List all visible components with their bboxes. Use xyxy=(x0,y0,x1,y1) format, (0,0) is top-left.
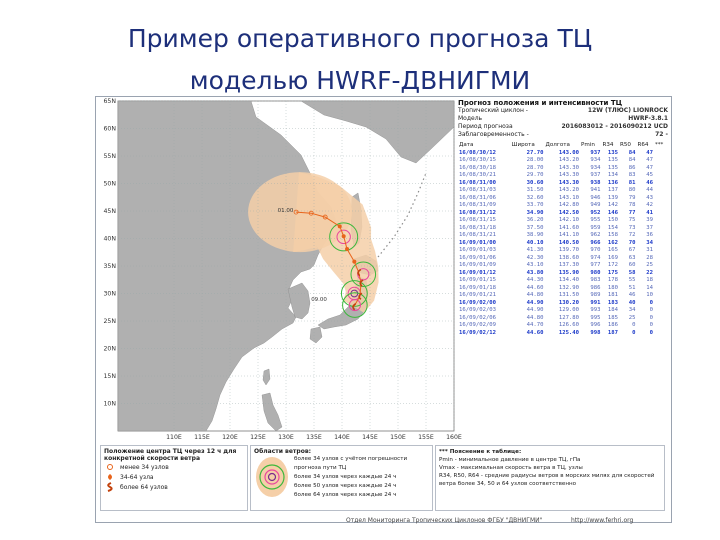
table-cell: 40 xyxy=(628,299,636,306)
table-cell: 169 xyxy=(607,254,618,261)
legend-wind-item: более 50 узлов через каждые 24 ч xyxy=(294,483,397,489)
x-tick-label: 130E xyxy=(278,434,294,441)
column-header: R34 xyxy=(602,142,614,148)
table-cell: 25 xyxy=(628,314,636,321)
table-cell: 44.80 xyxy=(526,314,544,321)
table-cell: 16/08/30/21 xyxy=(459,172,497,178)
meta-row xyxy=(458,115,668,123)
table-cell: 185 xyxy=(607,314,618,321)
legend-wind-item: более 34 узлов с учётом погрешности прогноза пути ТЦ xyxy=(294,456,408,471)
meta-value: 2016083012 - 2016090212 UCD xyxy=(561,123,668,130)
table-cell: 31 xyxy=(646,247,653,253)
table-cell: 28.00 xyxy=(526,157,544,163)
x-tick-label: 140E xyxy=(334,434,350,441)
table-cell: 143.20 xyxy=(558,157,580,163)
column-header: Pmin xyxy=(581,142,595,148)
table-cell: 16/08/31/00 xyxy=(459,179,497,186)
y-tick-label: 25N xyxy=(103,318,116,325)
table-cell: 143.30 xyxy=(558,179,580,186)
table-cell: 986 xyxy=(590,284,601,291)
legend-notes xyxy=(435,445,665,511)
footer-url[interactable]: http://www.ferhri.org xyxy=(571,517,634,524)
table-row xyxy=(458,165,668,173)
table-row xyxy=(458,315,668,323)
table-cell: 16/08/31/03 xyxy=(459,187,497,193)
table-row xyxy=(458,322,668,330)
table-cell: 937 xyxy=(590,172,601,178)
center-strong-icon xyxy=(104,483,116,491)
table-cell: 938 xyxy=(590,179,601,186)
table-cell: 137 xyxy=(607,187,618,193)
table-cell: 43 xyxy=(646,194,653,201)
table-cell: 150 xyxy=(607,217,618,223)
legend-wind-title: Области ветров: xyxy=(254,448,312,455)
y-tick-label: 40N xyxy=(103,235,116,243)
x-tick-label: 125E xyxy=(250,434,266,441)
table-cell: 72 xyxy=(628,232,636,238)
table-cell: 187 xyxy=(607,329,618,336)
table-cell: 16/08/31/06 xyxy=(459,194,497,201)
table-cell: 16/08/31/15 xyxy=(459,217,497,223)
forecast-map xyxy=(96,97,462,441)
meta-value: 72 - xyxy=(655,131,668,138)
table-cell: 36 xyxy=(646,232,653,238)
legend xyxy=(100,445,666,517)
table-cell: 43.80 xyxy=(526,269,544,276)
meta-value: HWRF-3.8.1 xyxy=(628,115,668,122)
legend-note: R34, R50, R64 - средние радиусы ветров в морских милях для скоростей ветра более 34, 50 и 64 узлов соответственно xyxy=(439,473,655,487)
table-cell: 16/09/02/06 xyxy=(459,314,497,321)
table-cell: 135 xyxy=(607,149,618,156)
legend-notes-title: *** Пояснение к таблице: xyxy=(439,449,522,455)
table-cell: 135 xyxy=(607,164,618,171)
table-cell: 75 xyxy=(628,217,636,223)
table-cell: 141.10 xyxy=(558,232,580,238)
table-cell: 44 xyxy=(646,187,653,193)
x-tick-label: 110E xyxy=(166,434,182,441)
table-row xyxy=(458,270,668,278)
table-cell: 135 xyxy=(607,157,618,163)
x-tick-label: 150E xyxy=(390,434,406,441)
y-tick-label: 45N xyxy=(103,208,116,215)
map-svg xyxy=(96,97,462,441)
table-cell: 37 xyxy=(646,224,653,231)
track-marker-medium xyxy=(342,234,346,238)
meta-label: Тропический циклон - xyxy=(458,107,528,114)
table-cell: 983 xyxy=(590,277,601,283)
meta-row xyxy=(458,123,668,131)
table-cell: 27.70 xyxy=(526,149,544,156)
table-cell: 30.60 xyxy=(526,179,544,186)
table-cell: 135.90 xyxy=(558,269,580,276)
table-cell: 934 xyxy=(590,157,601,163)
table-cell: 47 xyxy=(646,164,653,171)
table-cell: 77 xyxy=(628,209,636,216)
table-cell: 162 xyxy=(607,239,618,246)
table-row xyxy=(458,285,668,293)
table-cell: 158 xyxy=(607,232,618,238)
table-row xyxy=(458,172,668,180)
table-cell: 959 xyxy=(590,224,601,231)
table-cell: 83 xyxy=(628,172,636,178)
table-cell: 0 xyxy=(649,314,653,321)
legend-center-item-label: более 64 узлов xyxy=(120,483,168,491)
table-cell: 63 xyxy=(628,254,636,261)
table-cell: 996 xyxy=(590,322,601,328)
table-row xyxy=(458,232,668,240)
column-header: R64 xyxy=(637,142,649,148)
forecast-table xyxy=(458,142,668,337)
legend-center-title: Положение центра ТЦ через 12 ч для конкретной скорости ветра xyxy=(104,448,237,462)
y-tick-label: 55N xyxy=(103,153,116,160)
table-cell: 16/09/01/00 xyxy=(459,239,497,246)
table-cell: 16/08/31/09 xyxy=(459,202,497,208)
legend-note: Pmin - минимальное давление в центре ТЦ, гПа xyxy=(439,457,581,463)
table-cell: 154 xyxy=(607,224,618,231)
table-cell: 33.70 xyxy=(526,202,544,208)
table-cell: 42.30 xyxy=(526,254,544,261)
table-cell: 70 xyxy=(628,239,636,246)
x-tick-label: 160E xyxy=(446,434,462,441)
table-cell: 0 xyxy=(649,299,653,306)
table-cell: 970 xyxy=(590,247,601,253)
table-cell: 142.80 xyxy=(558,202,580,208)
table-cell: 995 xyxy=(590,314,601,321)
table-cell: 46 xyxy=(628,292,636,298)
legend-wind xyxy=(250,445,433,511)
table-cell: 45 xyxy=(646,172,653,178)
table-cell: 143.00 xyxy=(558,149,580,156)
table-cell: 79 xyxy=(628,194,636,201)
table-cell: 142 xyxy=(607,202,618,208)
wind-legend-icon xyxy=(254,455,290,499)
table-cell: 40.10 xyxy=(526,239,544,246)
legend-center-item-3 xyxy=(104,482,244,492)
table-cell: 129.00 xyxy=(558,307,580,313)
table-cell: 44.80 xyxy=(526,292,544,298)
table-row xyxy=(458,157,668,165)
table-cell: 132.90 xyxy=(558,284,580,291)
table-cell: 44.90 xyxy=(526,299,544,306)
table-cell: 34.90 xyxy=(526,209,544,216)
table-cell: 16/08/31/12 xyxy=(459,209,497,216)
table-cell: 42 xyxy=(646,202,653,208)
table-cell: 80 xyxy=(628,187,636,193)
table-cell: 39 xyxy=(646,217,653,223)
table-cell: 16/08/30/12 xyxy=(459,149,497,156)
table-cell: 962 xyxy=(590,232,601,238)
table-cell: 36.20 xyxy=(526,217,544,223)
meta-row xyxy=(458,131,668,139)
column-footnote-mark: *** xyxy=(654,142,664,148)
table-row xyxy=(458,195,668,203)
table-cell: 143.30 xyxy=(558,164,580,171)
table-cell: 16/08/30/15 xyxy=(459,157,497,163)
table-row xyxy=(458,240,668,248)
info-meta xyxy=(458,107,668,139)
y-tick-label: 20N xyxy=(103,345,116,353)
legend-center-item-2 xyxy=(104,472,244,482)
table-cell: 977 xyxy=(590,262,601,268)
table-cell: 175 xyxy=(607,269,618,276)
table-cell: 0 xyxy=(649,322,653,328)
table-cell: 84 xyxy=(628,149,636,156)
table-cell: 0 xyxy=(649,329,653,336)
table-cell: 127.80 xyxy=(558,314,580,321)
table-cell: 16/09/01/06 xyxy=(459,254,497,261)
x-tick-label: 145E xyxy=(362,434,378,441)
table-row xyxy=(458,307,668,315)
table-header-row xyxy=(458,142,668,150)
table-cell: 183 xyxy=(607,299,618,306)
legend-center xyxy=(100,445,248,511)
table-cell: 16/09/02/00 xyxy=(459,299,497,306)
meta-row xyxy=(458,107,668,115)
table-cell: 41.30 xyxy=(526,247,544,253)
table-cell: 142.10 xyxy=(558,217,580,223)
table-cell: 29.70 xyxy=(526,172,544,178)
x-tick-label: 115E xyxy=(194,434,210,441)
table-cell: 178 xyxy=(607,277,618,283)
table-cell: 937 xyxy=(590,149,601,156)
table-cell: 130.20 xyxy=(558,299,580,306)
table-cell: 47 xyxy=(646,157,653,163)
y-tick-label: 30N xyxy=(103,290,116,298)
table-cell: 43.10 xyxy=(526,262,544,268)
table-cell: 134.40 xyxy=(558,277,580,283)
table-cell: 14 xyxy=(646,284,653,291)
table-cell: 44.60 xyxy=(526,284,544,291)
table-cell: 41 xyxy=(646,209,653,216)
table-cell: 10 xyxy=(646,292,653,298)
legend-note: Vmax - максимальная скорость ветра в ТЦ, узлы xyxy=(439,465,583,471)
table-cell: 0 xyxy=(632,329,636,336)
y-tick-label: 60N xyxy=(103,125,116,133)
table-cell: 0 xyxy=(632,322,636,328)
track-marker-medium xyxy=(352,260,356,264)
table-cell: 44.30 xyxy=(526,277,544,283)
table-row xyxy=(458,217,668,225)
table-cell: 16/08/30/18 xyxy=(459,164,497,171)
table-cell: 991 xyxy=(590,299,601,306)
track-time-label: 09.00 xyxy=(311,297,327,304)
table-row xyxy=(458,180,668,188)
center-weak-icon xyxy=(104,463,116,471)
column-header: Широта xyxy=(511,142,535,148)
meta-label: Заблаговременность - xyxy=(458,131,529,138)
table-cell: 18 xyxy=(646,277,653,283)
slide-title-line2: моделью HWRF-ДВНИГМИ xyxy=(189,66,531,95)
table-cell: 16/09/01/12 xyxy=(459,269,497,276)
table-cell: 34 xyxy=(628,307,636,313)
legend-wind-item: более 34 узлов через каждые 24 ч xyxy=(294,474,397,480)
table-cell: 38.90 xyxy=(526,232,544,238)
table-cell: 980 xyxy=(590,269,601,276)
meta-value: 12W (ТЛЮС) LIONROCK xyxy=(587,107,668,114)
table-row xyxy=(458,225,668,233)
center-medium-icon xyxy=(104,473,116,481)
table-cell: 143.30 xyxy=(558,172,580,178)
table-cell: 84 xyxy=(628,157,636,163)
table-cell: 142.50 xyxy=(558,209,580,216)
y-tick-label: 10N xyxy=(103,400,116,408)
table-cell: 125.40 xyxy=(558,329,580,336)
table-cell: 44.90 xyxy=(526,307,544,313)
table-cell: 46 xyxy=(646,179,653,186)
table-cell: 16/09/01/18 xyxy=(459,284,497,291)
table-cell: 140.50 xyxy=(558,239,580,246)
forecast-panel xyxy=(95,96,672,523)
x-tick-label: 135E xyxy=(306,434,322,441)
y-tick-label: 35N xyxy=(103,263,116,270)
track-marker-medium xyxy=(345,247,349,251)
table-row xyxy=(458,247,668,255)
table-row xyxy=(458,255,668,263)
table-cell: 141.60 xyxy=(558,224,580,231)
table-cell: 949 xyxy=(590,202,601,208)
table-row xyxy=(458,202,668,210)
table-cell: 32.60 xyxy=(526,194,544,201)
table-cell: 28.70 xyxy=(526,164,544,171)
table-cell: 16/09/02/09 xyxy=(459,322,497,328)
meta-label: Модель xyxy=(458,115,483,122)
forecast-info xyxy=(458,99,668,443)
table-cell: 16/08/31/21 xyxy=(459,232,497,238)
table-cell: 44.60 xyxy=(526,329,544,336)
table-cell: 974 xyxy=(590,254,601,261)
table-row xyxy=(458,187,668,195)
legend-center-item-label: 34-64 узла xyxy=(120,473,154,481)
table-row xyxy=(458,292,668,300)
info-header: Прогноз положения и интенсивности ТЦ xyxy=(458,99,623,107)
footer-credit: Отдел Мониторинга Тропических Циклонов ФГБУ "ДВНИГМИ" xyxy=(346,517,543,524)
slide-title-line1: Пример оперативного прогноза ТЦ xyxy=(127,24,593,53)
table-cell: 186 xyxy=(607,322,618,328)
table-cell: 126.60 xyxy=(558,322,580,328)
table-cell: 139.70 xyxy=(558,247,580,253)
table-cell: 993 xyxy=(590,307,601,313)
meta-label: Период прогноза xyxy=(458,123,513,130)
column-header: Долгота xyxy=(545,142,570,148)
table-cell: 28 xyxy=(646,254,653,261)
table-cell: 184 xyxy=(607,307,618,313)
table-cell: 134 xyxy=(607,172,618,178)
table-cell: 22 xyxy=(646,269,653,276)
table-cell: 952 xyxy=(590,209,601,216)
table-cell: 34 xyxy=(646,239,653,246)
table-cell: 81 xyxy=(628,179,636,186)
table-cell: 16/09/02/12 xyxy=(459,329,497,336)
table-cell: 934 xyxy=(590,164,601,171)
table-cell: 16/09/02/03 xyxy=(459,307,497,313)
table-cell: 0 xyxy=(649,307,653,313)
legend-center-item-1 xyxy=(104,462,244,472)
table-cell: 44.70 xyxy=(526,322,544,328)
table-cell: 181 xyxy=(607,292,618,298)
table-cell: 16/09/01/03 xyxy=(459,247,497,253)
table-cell: 16/09/01/21 xyxy=(459,292,497,298)
table-cell: 139 xyxy=(607,194,618,201)
table-cell: 25 xyxy=(646,262,653,268)
table-cell: 67 xyxy=(628,247,636,253)
table-cell: 998 xyxy=(590,329,601,336)
table-row xyxy=(458,150,668,158)
y-tick-label: 65N xyxy=(103,98,116,105)
table-cell: 137.30 xyxy=(558,262,580,268)
table-cell: 55 xyxy=(628,277,636,283)
table-cell: 131.50 xyxy=(558,292,580,298)
table-row xyxy=(458,262,668,270)
table-cell: 31.50 xyxy=(526,187,544,193)
column-header: Дата xyxy=(459,142,474,148)
table-cell: 60 xyxy=(628,262,636,268)
table-cell: 136 xyxy=(607,179,618,186)
table-row xyxy=(458,277,668,285)
table-cell: 37.50 xyxy=(526,224,544,231)
table-cell: 73 xyxy=(628,224,636,231)
legend-wind-item: более 64 узлов через каждые 24 ч xyxy=(294,492,397,498)
table-cell: 180 xyxy=(607,284,618,291)
table-row xyxy=(458,330,668,338)
table-cell: 941 xyxy=(590,187,601,193)
table-cell: 146 xyxy=(607,209,618,216)
track-time-label: 01.00 xyxy=(277,208,294,215)
table-cell: 165 xyxy=(607,247,618,253)
table-cell: 989 xyxy=(590,292,601,298)
table-cell: 946 xyxy=(590,194,601,201)
table-row xyxy=(458,300,668,308)
track-marker-medium xyxy=(338,224,342,228)
x-tick-label: 120E xyxy=(222,434,238,441)
table-cell: 138.60 xyxy=(558,254,580,261)
table-cell: 16/08/31/18 xyxy=(459,224,497,231)
table-cell: 47 xyxy=(646,149,653,156)
x-tick-label: 155E xyxy=(418,434,434,441)
slide-title xyxy=(0,18,720,102)
legend-center-item-label: менее 34 узлов xyxy=(120,463,169,471)
table-cell: 143.10 xyxy=(558,194,580,201)
y-tick-label: 50N xyxy=(103,180,116,188)
table-cell: 78 xyxy=(628,202,636,208)
table-cell: 143.20 xyxy=(558,187,580,193)
table-cell: 966 xyxy=(590,239,601,246)
y-tick-label: 15N xyxy=(103,373,116,380)
table-cell: 16/09/01/15 xyxy=(459,277,497,283)
table-cell: 16/09/01/09 xyxy=(459,262,497,268)
table-cell: 51 xyxy=(628,284,636,291)
table-cell: 86 xyxy=(628,164,636,171)
table-row xyxy=(458,210,668,218)
column-header: R50 xyxy=(619,142,631,148)
table-cell: 955 xyxy=(590,217,601,223)
table-body xyxy=(458,150,668,338)
table-cell: 172 xyxy=(607,262,618,268)
table-cell: 58 xyxy=(628,269,636,276)
